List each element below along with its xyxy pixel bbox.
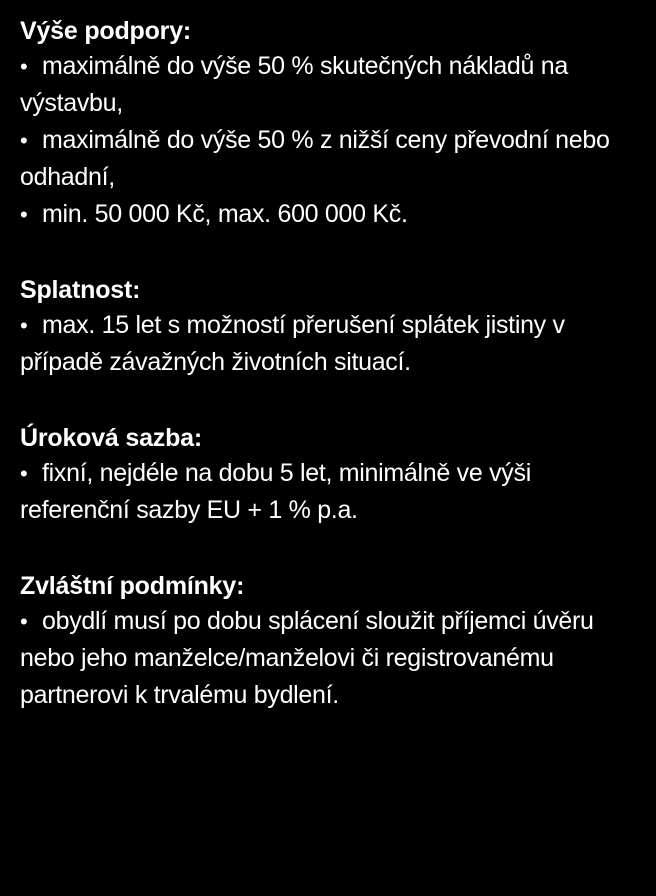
list-item — [20, 196, 640, 233]
section-heading: Úroková sazba: — [20, 424, 202, 452]
list-item — [20, 307, 640, 381]
bullet-list — [20, 48, 640, 233]
list-item-text: maximálně do výše 50 % skutečných nákladů na výstavbu, — [20, 52, 568, 117]
section-heading: Výše podpory: — [20, 17, 192, 45]
list-item-text: min. 50 000 Kč, max. 600 000 Kč. — [42, 200, 408, 228]
bullet-list — [20, 455, 640, 529]
bullet-icon: • — [20, 128, 28, 153]
list-item — [20, 455, 640, 529]
list-item-text: obydlí musí po dobu splácení sloužit příjemci úvěru nebo jeho manželce/manželovi či registrovanému partnerovi k trvalému bydlení. — [20, 607, 594, 709]
list-item — [20, 122, 640, 196]
bullet-list — [20, 603, 640, 714]
list-item-text: max. 15 let s možností přerušení splátek jistiny v případě závažných životních situací. — [20, 311, 565, 376]
list-item — [20, 48, 640, 122]
section-special-conditions — [20, 569, 640, 714]
bullet-icon: • — [20, 461, 28, 486]
section-interest-rate — [20, 421, 640, 529]
bullet-icon: • — [20, 202, 28, 227]
bullet-icon: • — [20, 609, 28, 634]
list-item-text: maximálně do výše 50 % z nižší ceny převodní nebo odhadní, — [20, 126, 610, 191]
list-item-text: fixní, nejdéle na dobu 5 let, minimálně ve výši referenční sazby EU + 1 % p.a. — [20, 459, 531, 524]
bullet-list — [20, 307, 640, 381]
bullet-icon: • — [20, 54, 28, 79]
list-item — [20, 603, 640, 714]
bullet-icon: • — [20, 313, 28, 338]
section-maturity — [20, 273, 640, 381]
section-support-amount — [20, 14, 640, 233]
section-heading: Splatnost: — [20, 276, 141, 304]
section-heading: Zvláštní podmínky: — [20, 572, 245, 600]
